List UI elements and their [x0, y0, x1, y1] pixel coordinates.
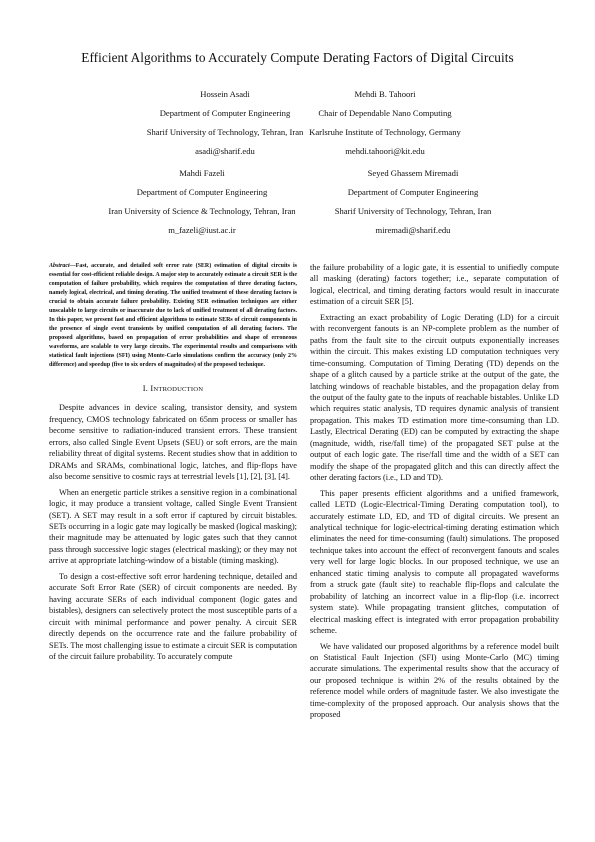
left-column [49, 262, 297, 662]
paper-title: Efficient Algorithms to Accurately Compute Derating Factors of Digital Circuits [81, 50, 514, 65]
author-institution: Sharif University of Technology, Tehran, Iran [146, 127, 304, 137]
abstract-text: —Fast, accurate, and detailed soft error rate (SER) estimation of digital circuits is essential for cost-efficient reliable design. A major step to accurately estimate a circuit SER is the computation of failure probability, which requires the computation of three derating factors, namely logical, electrical, and timing derating. The unified treatment of these derating factors is crucial to obtain accurate failure probability. Existing SER estimation techniques are either unscalable to large circuits or inaccurate due to lack of unified treatment of all derating factors. In this paper, we present fast and efficient algorithms to estimate SERs of circuit components in the presence of single event transients by unified computation of all derating factors. The proposed algorithms, based on propagation of error probabilities and shape of erroneous waveforms, are scalable to very large circuits. The experimental results and comparisons with statistical fault injections (SFI) using Monte-Carlo simulations confirm the accuracy (only 2% difference) and speedup (five to six orders of magnitudes) of the proposed technique. [49, 263, 297, 368]
author-block [313, 164, 513, 240]
author-institution: Iran University of Science & Technology, Tehran, Iran [108, 206, 296, 216]
body-paragraph: the failure probability of a logic gate, it is essential to unifiedly compute all masking (derating) factors together; i.e., separate computation of logical, electrical, and timing derating factors would result in inaccurate estimation of a circuit SER [5]. [310, 263, 559, 307]
author-dept: Chair of Dependable Nano Computing [318, 108, 452, 118]
author-email: miremadi@sharif.edu [375, 225, 451, 235]
section-number: I. [142, 384, 149, 393]
body-paragraph: Extracting an exact probability of Logic Derating (LD) for a circuit with reconvergent fanouts is an NP-complete problem as the number of paths from the fault site to the circuit outputs exponentially increases within the circuit. This makes existing LD computation techniques very time-consuming. Computation of Timing Derating (TD) depends on the shape of a glitch caused by a particle strike at the output of the gate, the latching windows of reachable bistables, and the propagation delay from the output of the faulty gate to the inputs of reachable bistables. Unlike LD which requires static analysis, TD requires dynamic analysis of transient propagation. This makes TD estimation more time-consuming than LD. Lastly, Electrical Derating (ED) can be computed by extracting the shape (magnitude, width, rise/fall time) of the propagated SET pulse at the output of each logic gate. The rise/fall time and the width of a SET can modify the shape of the propagated glitch and this can directly affect the other derating factors (i.e., LD and TD). [310, 312, 559, 483]
author-dept: Department of Computer Engineering [159, 108, 291, 118]
author-dept: Department of Computer Engineering [136, 187, 268, 197]
author-block [97, 164, 307, 240]
author-name: Mehdi B. Tahoori [354, 89, 416, 99]
author-dept: Department of Computer Engineering [347, 187, 479, 197]
section-title-initial: I [150, 384, 154, 393]
section-title-rest: NTRODUCTION [153, 386, 204, 393]
author-institution: Sharif University of Technology, Tehran, Iran [334, 206, 492, 216]
author-email: m_fazeli@iust.ac.ir [168, 225, 236, 235]
author-institution: Karlsruhe Institute of Technology, Germany [309, 127, 461, 137]
body-paragraph: When an energetic particle strikes a sensitive region in a combinational logic, it may produce a transient voltage, called Single Event Transient (SET). A SET may result in a soft error if captured by circuit bistables. SETs occurring in a logic gate may logically be masked (logical masking); their magnitude may be attenuated by logic gates such that they cannot pass through successive logic stages (electrical masking); or they may not arrive at appropriate latching-window of a bistable (timing masking). [49, 487, 297, 566]
abstract [49, 262, 297, 370]
body-paragraph: This paper presents efficient algorithms and a unified framework, called LETD (Logic-Electrical-Timing Derating computation tool), to accurately estimate LD, ED, and TD of digital circuits. We present an analytical technique for logic-electrical-timing derating estimation which eliminates the need for time-consuming (fault) simulations. The proposed technique takes into account the effect of reconvergent fanouts and scales very well for large logic blocks. In our proposed technique, we use an enhanced static timing analysis to compute all propagated waveforms from a struck gate (fault site) to reachable flip-flops and calculate the probability of latching an incorrect value in a flip-flop (i.e. incorrect system state). While propagating transient glitches, computation of electrical masking effect is integrated with error propagation probability scheme. [310, 488, 559, 636]
section-heading [49, 383, 297, 395]
author-name: Hossein Asadi [200, 89, 250, 99]
author-email: asadi@sharif.edu [195, 146, 255, 156]
abstract-lead: Abstract [49, 263, 70, 269]
body-paragraph: To design a cost-effective soft error hardening technique, detailed and accurate Soft Error Rate (SER) of circuit components are needed. By having accurate SERs of each individual component (logic gates and bistables), designers can selectively protect the most susceptible parts of a circuit with minimal performance and power penalty. A circuit SER directly depends on the occurrence rate and the failure probability of SETs. The most challenging issue to estimate a circuit SER is computation of the circuit failure probability. To accurately compute [49, 571, 297, 661]
author-block [285, 85, 485, 161]
right-column [310, 262, 559, 721]
author-name: Mahdi Fazeli [179, 168, 225, 178]
author-email: mehdi.tahoori@kit.edu [345, 146, 425, 156]
author-name: Seyed Ghassem Miremadi [367, 168, 459, 178]
body-paragraph: We have validated our proposed algorithms by a reference model built on Statistical Fault Injection (SFI) using Monte-Carlo (MC) timing accurate simulations. The experimental results show that the accuracy of our proposed technique is within 2% of the results obtained by the reference model while orders of magnitude faster. We also investigate the time-complexity of the proposed approach. Our analysis shows that the proposed [310, 641, 559, 720]
body-paragraph: Despite advances in device scaling, transistor density, and system frequency, CMOS technology fabricated on 65nm process or smaller has become sensitive to radiation-induced transient errors. These transient errors, also called Single Event Upsets (SEU) or soft errors, are the main reliability threat of digital systems. Recent studies show that in addition to DRAMs and SRAMs, combinational logic, latches, and flip-flops have also become sensitive to cosmic rays at terrestrial levels [1], [2], [3], [4]. [49, 403, 297, 482]
